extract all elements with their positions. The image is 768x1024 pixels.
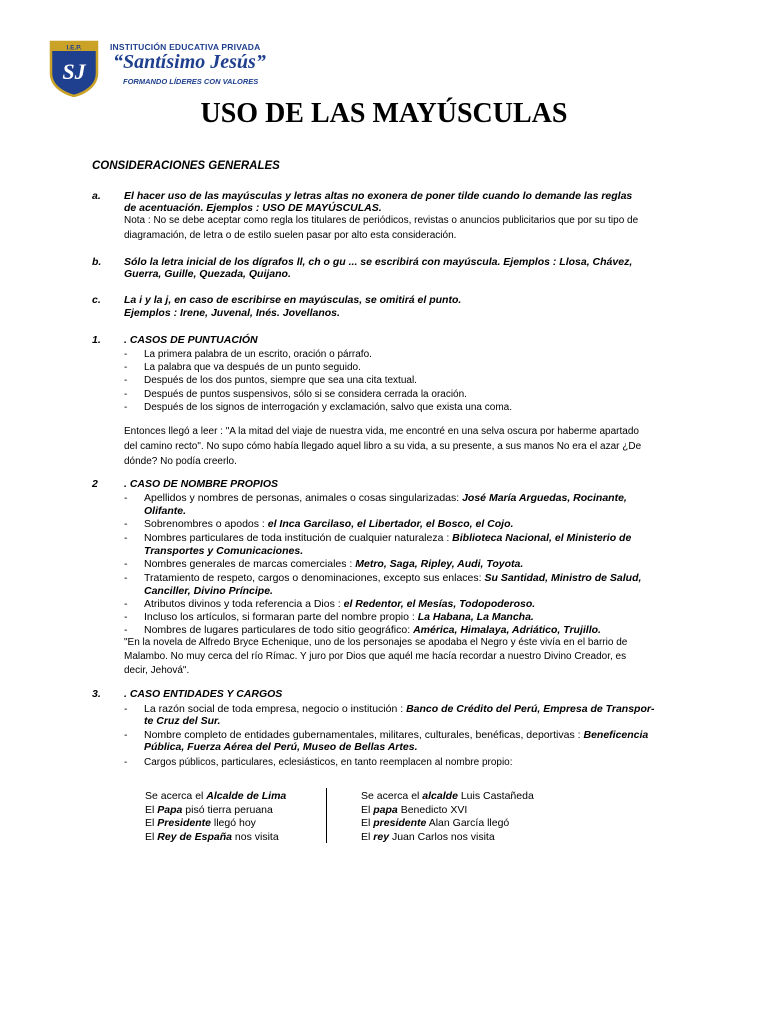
sec3-item-1-cont: te Cruz del Sur. <box>144 715 221 727</box>
list-item: - Después de puntos suspensivos, sólo si se considera cerrada la oración. <box>124 388 467 400</box>
item-c-label: c. <box>92 294 101 306</box>
sec2-heading: . CASO DE NOMBRE PROPIOS <box>124 478 279 490</box>
example-right-row: El presidente Alan García llegó <box>361 817 510 829</box>
sec2-item-1-cont: Olifante. <box>144 505 187 517</box>
example-right-row: Se acerca el alcalde Luis Castañeda <box>361 790 534 802</box>
item-a-note1: Nota : No se debe aceptar como regla los titulares de periódicos, revistas o anuncios publicitarios que por su tipo de <box>124 215 639 226</box>
sec3-item-1: - La razón social de toda empresa, negocio o institución : Banco de Crédito del Perú, Empresa de Transpor- <box>124 703 655 715</box>
sec1-quote-2: del camino recto". No supo cómo había llegado aquel libro a su vida, a su presente, a sus manos No era el azar ¿De <box>124 441 642 452</box>
item-a-line2: de acentuación. Ejemplos : USO DE MAYÚSCULAS. <box>124 202 382 214</box>
sec2-quote-2: Malambo. No muy cerca del río Rímac. Y juro por Dios que aquél me hacía recordar a nuestro Divino Creador, es <box>124 651 627 662</box>
sec2-item-1: - Apellidos y nombres de personas, animales o cosas singularizadas: José María Arguedas, Rocinante, <box>124 492 627 504</box>
sec2-quote-1: "En la novela de Alfredo Bryce Echenique, uno de los personajes se apodaba el Negro y éste vivía en el barrio de <box>124 637 628 648</box>
item-a-label: a. <box>92 190 101 202</box>
item-c-line1: La i y la j, en caso de escribirse en mayúsculas, se omitirá el punto. <box>124 294 462 306</box>
list-item: - La primera palabra de un escrito, oración o párrafo. <box>124 349 372 360</box>
example-right-row: El papa Benedicto XVI <box>361 803 468 816</box>
examples-left-column <box>145 790 286 844</box>
institution-type: INSTITUCIÓN EDUCATIVA PRIVADA <box>110 42 261 52</box>
example-left-row: Se acerca el Alcalde de Lima <box>145 790 287 802</box>
sec2-item-6: - Atributos divinos y toda referencia a Dios : el Redentor, el Mesías, Todopoderoso. <box>124 598 536 610</box>
institution-motto: FORMANDO LÍDERES CON VALORES <box>123 77 259 86</box>
example-left-row: El Presidente llegó hoy <box>145 817 256 829</box>
item-a-line1: El hacer uso de las mayúsculas y letras altas no exonera de poner tilde cuando lo demande las reglas <box>124 190 633 202</box>
example-left-row: El Rey de España nos visita <box>145 830 279 843</box>
sec2-item-5: - Tratamiento de respeto, cargos o denominaciones, excepto sus enlaces: Su Santidad, Ministro de Salud, <box>124 572 642 584</box>
crest-letters: SJ <box>62 59 86 84</box>
examples-divider <box>326 788 327 843</box>
sec1-quote-3: dónde? No podía creerlo. <box>124 456 237 467</box>
sec1-list <box>124 348 512 414</box>
list-item: - La palabra que va después de un punto seguido. <box>124 362 361 374</box>
sec1-quote-1: Entonces llegó a leer : "A la mitad del viaje de nuestra vida, me encontré en una selva oscura por haberme apartado <box>124 426 639 437</box>
item-b-label: b. <box>92 256 102 268</box>
list-item: - Después de los signos de interrogación y exclamación, salvo que exista una coma. <box>124 401 512 413</box>
sec2-quote-3: decir, Jehová". <box>124 665 190 676</box>
sec1-heading: . CASOS DE PUNTUACIÓN <box>124 334 258 346</box>
item-b-line2: Guerra, Guille, Quezada, Quijano. <box>124 268 291 280</box>
sec2-item-4: - Nombres generales de marcas comerciales : Metro, Saga, Ripley, Audi, Toyota. <box>124 558 524 570</box>
sec2-number: 2 <box>92 478 98 490</box>
example-right-row: El rey Juan Carlos nos visita <box>361 830 495 843</box>
crest-top-text: I.E.P. <box>66 44 82 52</box>
sec3-item-2: - Nombre completo de entidades gubernamentales, militares, culturales, benéficas, deportivas : Beneficencia <box>124 729 649 741</box>
sec3-number: 3. <box>92 688 101 700</box>
sec1-number: 1. <box>92 334 101 346</box>
item-a-note2: diagramación, de letra o de estilo suelen pasar por alto esta consideración. <box>124 230 457 241</box>
examples-right-column <box>361 790 534 844</box>
sec2-item-3: - Nombres particulares de toda institución de cualquier naturaleza : Biblioteca Nacional, el Ministerio de <box>124 532 632 544</box>
school-crest <box>48 39 100 97</box>
sec3-heading: . CASO ENTIDADES Y CARGOS <box>124 688 283 700</box>
sec2-item-3-cont: Transportes y Comunicaciones. <box>144 545 304 557</box>
general-heading: CONSIDERACIONES GENERALES <box>92 160 280 172</box>
sec3-item-3: - Cargos públicos, particulares, eclesiásticos, en tanto reemplacen al nombre propio: <box>124 757 513 768</box>
example-left-row: El Papa pisó tierra peruana <box>145 803 273 816</box>
list-item: - Después de los dos puntos, siempre que sea una cita textual. <box>124 375 417 387</box>
sec2-item-7: - Incluso los artículos, si formaran parte del nombre propio : La Habana, La Mancha. <box>124 611 534 623</box>
sec2-item-2: - Sobrenombres o apodos : el Inca Garcilaso, el Libertador, el Bosco, el Cojo. <box>124 518 514 530</box>
item-b-line1: Sólo la letra inicial de los dígrafos ll, ch o gu ... se escribirá con mayúscula. Ejemplos : Llosa, Chávez, <box>124 256 633 268</box>
institution-name: “Santísimo Jesús” <box>113 51 266 73</box>
document-title: USO DE LAS MAYÚSCULAS <box>200 98 568 129</box>
sec2-item-8: - Nombres de lugares particulares de todo sitio geográfico: América, Himalaya, Adriático, Trujillo. <box>124 624 601 636</box>
sec2-item-5-cont: Canciller, Divino Príncipe. <box>144 585 273 597</box>
sec3-item-2-cont: Pública, Fuerza Aérea del Perú, Museo de Bellas Artes. <box>144 741 418 753</box>
item-c-line2: Ejemplos : Irene, Juvenal, Inés. Jovellanos. <box>124 307 340 319</box>
